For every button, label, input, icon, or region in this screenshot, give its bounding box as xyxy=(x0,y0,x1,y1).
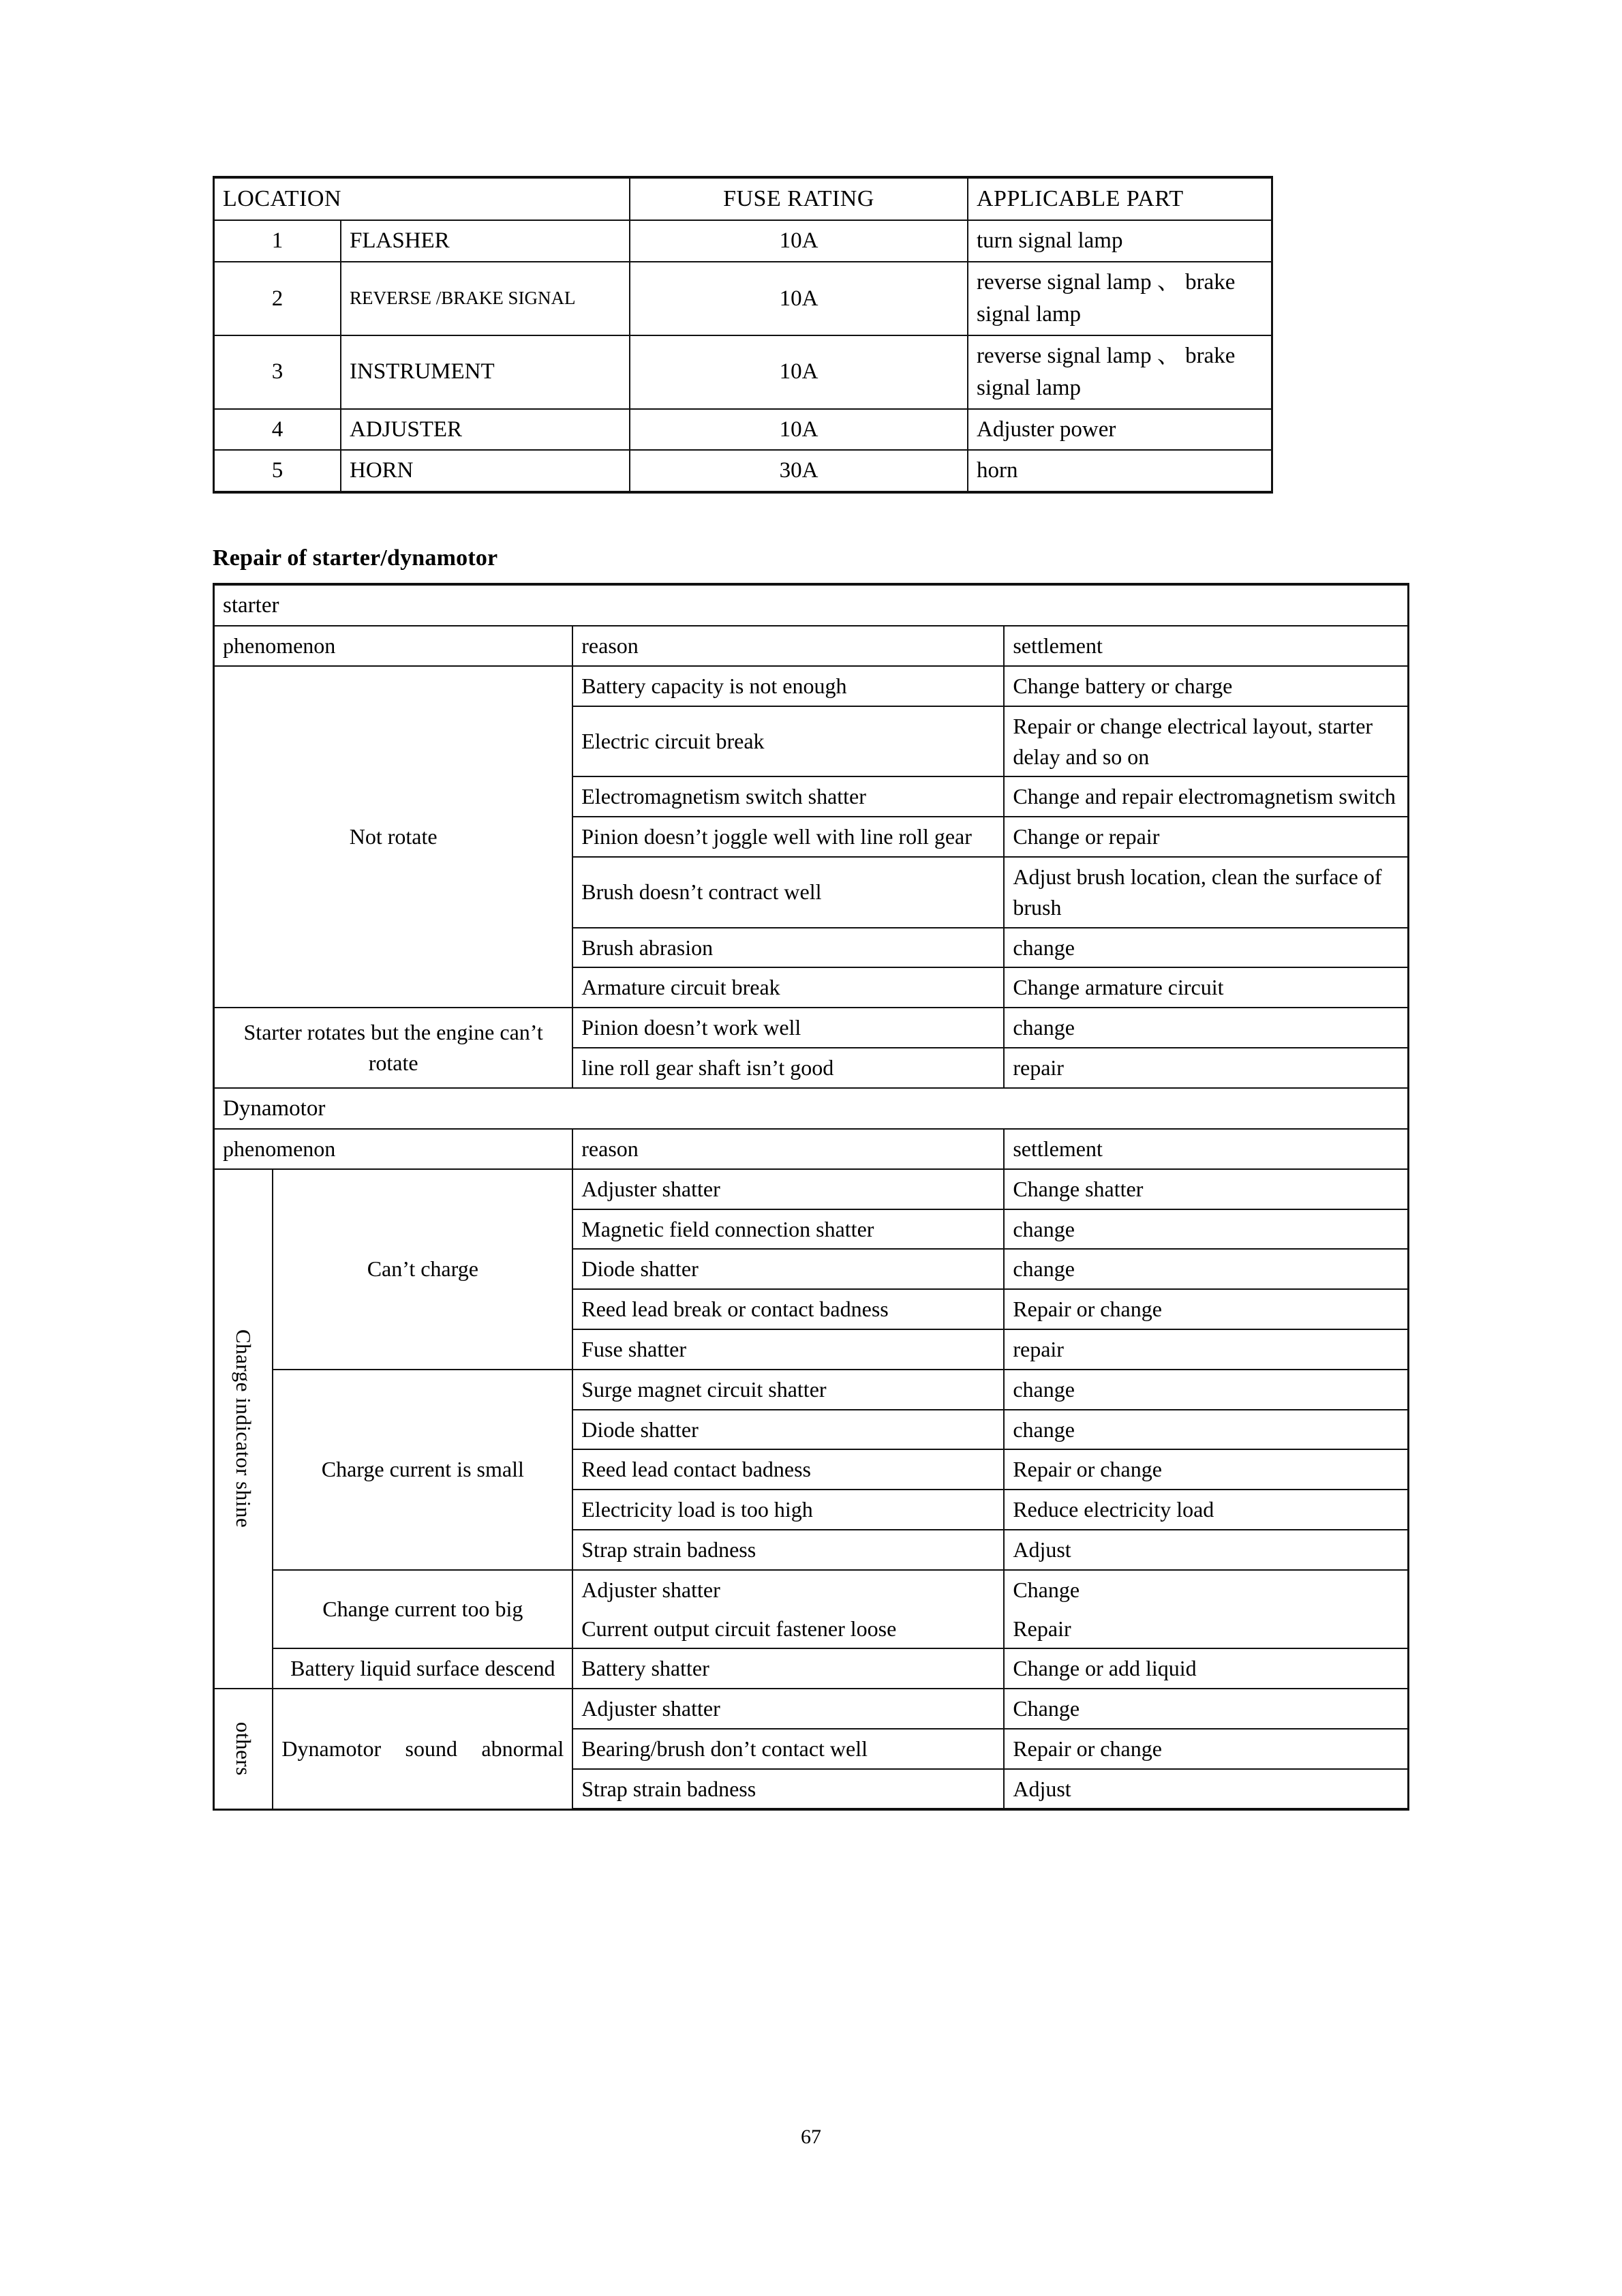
fuse-table-header-row xyxy=(214,177,1272,220)
dynamotor-reason-cell: Magnetic field connection shatter xyxy=(572,1209,1004,1250)
starter-reason-cell: Electric circuit break xyxy=(572,706,1004,777)
table-row xyxy=(214,1169,1409,1209)
fuse-row-rating: 30A xyxy=(630,450,968,492)
dynamotor-reason-cell: Surge magnet circuit shatter xyxy=(572,1370,1004,1410)
starter-settlement-cell: change xyxy=(1004,1008,1408,1048)
fuse-row-number: 4 xyxy=(214,409,341,451)
dynamotor-header-settlement: settlement xyxy=(1004,1129,1408,1169)
fuse-row-part: reverse signal lamp 、 brake signal lamp xyxy=(968,335,1272,409)
fuse-row-number: 3 xyxy=(214,335,341,409)
fuse-row-name: REVERSE /BRAKE SIGNAL xyxy=(341,262,630,335)
dynamotor-reason-cell: Adjuster shatter xyxy=(572,1689,1004,1729)
dynamotor-settlement-cell: Repair or change xyxy=(1004,1289,1408,1329)
dynamotor-phenomenon-cell: Change current too big xyxy=(273,1570,572,1649)
dynamotor-settlement-cell: Change shatter xyxy=(1004,1169,1408,1209)
fuse-header-part: APPLICABLE PART xyxy=(968,177,1272,220)
fuse-row-part: Adjuster power xyxy=(968,409,1272,451)
starter-phenomenon-cell: Starter rotates but the engine can’t rotate xyxy=(214,1008,573,1088)
starter-settlement-cell: Adjust brush location, clean the surface of brush xyxy=(1004,857,1408,928)
dynamotor-side-label-charge-indicator-shine xyxy=(214,1169,273,1689)
dynamotor-reason-cell: Adjuster shatter xyxy=(572,1169,1004,1209)
fuse-row-name: ADJUSTER xyxy=(341,409,630,451)
fuse-row-name: FLASHER xyxy=(341,220,630,262)
fuse-header-rating: FUSE RATING xyxy=(630,177,968,220)
dynamotor-side-label-text: Charge indicator shine xyxy=(231,1329,256,1528)
dynamotor-header-reason: reason xyxy=(572,1129,1004,1169)
dynamotor-settlement-cell: change xyxy=(1004,1209,1408,1250)
fuse-row-part: turn signal lamp xyxy=(968,220,1272,262)
dynamotor-settlement-cell: change xyxy=(1004,1249,1408,1289)
table-row xyxy=(214,1008,1409,1048)
fuse-row-number: 1 xyxy=(214,220,341,262)
starter-band-title: starter xyxy=(214,584,1409,626)
table-row xyxy=(214,1370,1409,1410)
dynamotor-settlement-cell: Change xyxy=(1004,1689,1408,1729)
fuse-header-location: LOCATION xyxy=(214,177,630,220)
dynamotor-reason-cell: Fuse shatter xyxy=(572,1329,1004,1370)
starter-reason-cell: Battery capacity is not enough xyxy=(572,666,1004,706)
dynamotor-settlement-cell: repair xyxy=(1004,1329,1408,1370)
dynamotor-column-header-row xyxy=(214,1129,1409,1169)
table-row xyxy=(214,220,1272,262)
dynamotor-phenomenon-cell: Battery liquid surface descend xyxy=(273,1648,572,1689)
dynamotor-side-label-others xyxy=(214,1689,273,1809)
dynamotor-settlement-cell: Change xyxy=(1004,1570,1408,1610)
dynamotor-settlement-cell: Repair or change xyxy=(1004,1449,1408,1490)
section-heading: Repair of starter/dynamotor xyxy=(213,545,498,571)
dynamotor-reason-cell: Strap strain badness xyxy=(572,1530,1004,1570)
fuse-row-number: 5 xyxy=(214,450,341,492)
dynamotor-reason-cell: Battery shatter xyxy=(572,1648,1004,1689)
dynamotor-band-title-row xyxy=(214,1088,1409,1129)
starter-settlement-cell: Change armature circuit xyxy=(1004,967,1408,1008)
table-row xyxy=(214,666,1409,706)
dynamotor-reason-cell: Strap strain badness xyxy=(572,1769,1004,1810)
fuse-row-part: horn xyxy=(968,450,1272,492)
dynamotor-settlement-cell: Adjust xyxy=(1004,1769,1408,1810)
starter-header-reason: reason xyxy=(572,626,1004,666)
dynamotor-reason-cell: Reed lead break or contact badness xyxy=(572,1289,1004,1329)
table-row xyxy=(214,1689,1409,1729)
fuse-row-name: INSTRUMENT xyxy=(341,335,630,409)
starter-settlement-cell: change xyxy=(1004,928,1408,968)
dynamotor-band-title: Dynamotor xyxy=(214,1088,1409,1129)
dynamotor-settlement-cell: Repair xyxy=(1004,1610,1408,1649)
starter-settlement-cell: Change battery or charge xyxy=(1004,666,1408,706)
starter-reason-cell: Pinion doesn’t joggle well with line roll gear xyxy=(572,817,1004,857)
fuse-row-name: HORN xyxy=(341,450,630,492)
dynamotor-reason-cell: Reed lead contact badness xyxy=(572,1449,1004,1490)
dynamotor-settlement-cell: Adjust xyxy=(1004,1530,1408,1570)
starter-band-title-row xyxy=(214,584,1409,626)
dynamotor-side-label-text: others xyxy=(231,1722,256,1776)
fuse-row-rating: 10A xyxy=(630,409,968,451)
starter-reason-cell: Brush doesn’t contract well xyxy=(572,857,1004,928)
dynamotor-settlement-cell: Repair or change xyxy=(1004,1729,1408,1769)
dynamotor-phenomenon-cell: Dynamotor sound abnormal xyxy=(273,1689,572,1809)
dynamotor-settlement-cell: Reduce electricity load xyxy=(1004,1490,1408,1530)
starter-settlement-cell: Change and repair electromagnetism switch xyxy=(1004,776,1408,817)
dynamotor-header-phenomenon: phenomenon xyxy=(214,1129,573,1169)
starter-reason-cell: Armature circuit break xyxy=(572,967,1004,1008)
table-row xyxy=(214,335,1272,409)
starter-settlement-cell: Change or repair xyxy=(1004,817,1408,857)
starter-phenomenon-cell: Not rotate xyxy=(214,666,573,1008)
repair-table xyxy=(213,583,1409,1811)
repair-table-container xyxy=(213,583,1409,1811)
dynamotor-reason-cell: Adjuster shatter xyxy=(572,1570,1004,1610)
table-row xyxy=(214,1570,1409,1610)
starter-settlement-cell: repair xyxy=(1004,1048,1408,1088)
fuse-row-part: reverse signal lamp 、 brake signal lamp xyxy=(968,262,1272,335)
dynamotor-phenomenon-cell: Can’t charge xyxy=(273,1169,572,1370)
table-row xyxy=(214,409,1272,451)
starter-reason-cell: line roll gear shaft isn’t good xyxy=(572,1048,1004,1088)
fuse-row-number: 2 xyxy=(214,262,341,335)
dynamotor-reason-cell: Bearing/brush don’t contact well xyxy=(572,1729,1004,1769)
dynamotor-reason-cell: Diode shatter xyxy=(572,1410,1004,1450)
page-number: 67 xyxy=(801,2126,821,2148)
dynamotor-phenomenon-cell: Charge current is small xyxy=(273,1370,572,1570)
starter-reason-cell: Brush abrasion xyxy=(572,928,1004,968)
fuse-row-rating: 10A xyxy=(630,335,968,409)
starter-reason-cell: Electromagnetism switch shatter xyxy=(572,776,1004,817)
dynamotor-reason-cell: Current output circuit fastener loose xyxy=(572,1610,1004,1649)
starter-header-phenomenon: phenomenon xyxy=(214,626,573,666)
fuse-table-container xyxy=(213,176,1273,494)
dynamotor-settlement-cell: Change or add liquid xyxy=(1004,1648,1408,1689)
table-row xyxy=(214,1648,1409,1689)
dynamotor-settlement-cell: change xyxy=(1004,1410,1408,1450)
dynamotor-reason-cell: Electricity load is too high xyxy=(572,1490,1004,1530)
dynamotor-reason-cell: Diode shatter xyxy=(572,1249,1004,1289)
dynamotor-settlement-cell: change xyxy=(1004,1370,1408,1410)
table-row xyxy=(214,450,1272,492)
starter-column-header-row xyxy=(214,626,1409,666)
fuse-row-rating: 10A xyxy=(630,262,968,335)
starter-reason-cell: Pinion doesn’t work well xyxy=(572,1008,1004,1048)
fuse-table xyxy=(213,176,1273,494)
starter-settlement-cell: Repair or change electrical layout, starter delay and so on xyxy=(1004,706,1408,777)
table-row xyxy=(214,262,1272,335)
starter-header-settlement: settlement xyxy=(1004,626,1408,666)
fuse-row-rating: 10A xyxy=(630,220,968,262)
